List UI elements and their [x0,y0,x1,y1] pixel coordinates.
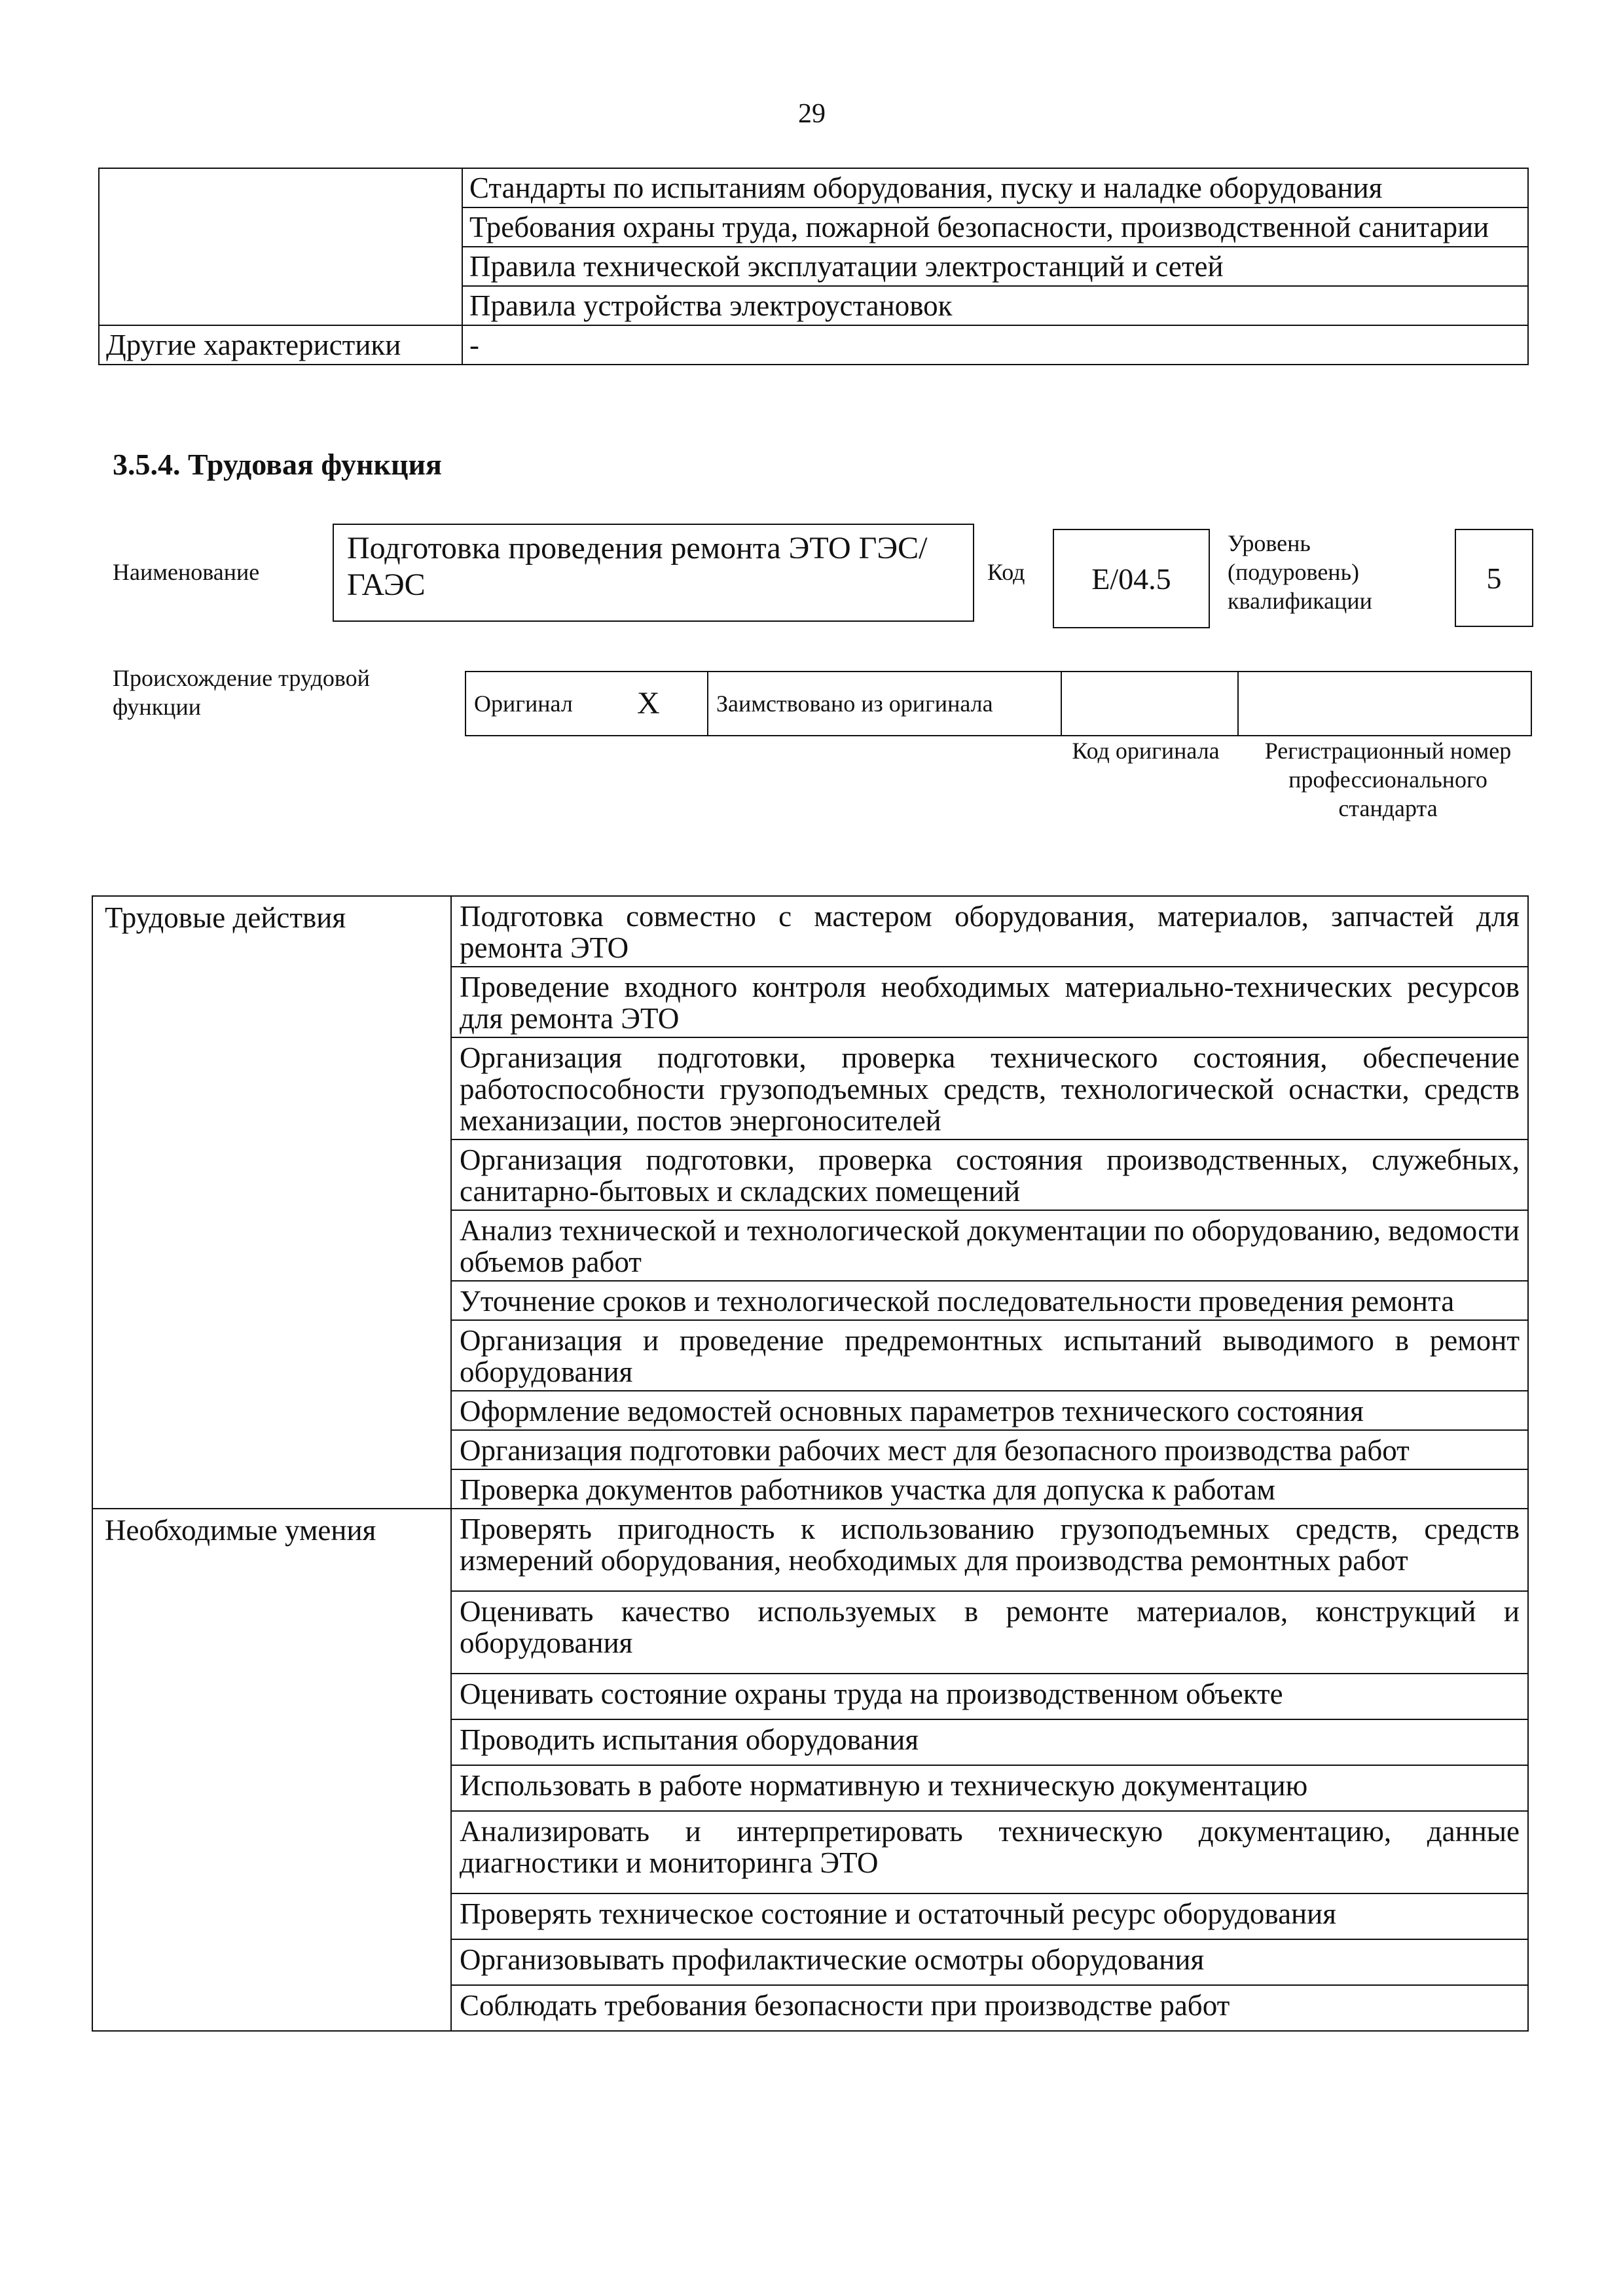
registration-number-caption: Регистрационный номер профессионального стандарта [1264,738,1512,821]
skill-item: Проверять пригодность к использованию грузоподъемных средств, средств измерений оборудования, необходимых для производства ремонтных работ [451,1509,1528,1591]
qualification-level-value: 5 [1486,561,1502,595]
labor-action-item: Оформление ведомостей основных параметров технического состояния [451,1391,1528,1430]
labor-action-item: Анализ технической и технологической документации по оборудованию, ведомости объемов работ [451,1210,1528,1281]
table-row [465,672,1531,736]
requirement-cell: Правила технической эксплуатации электростанций и сетей [462,247,1528,286]
table-row [92,1509,1528,1591]
skill-item: Соблюдать требования безопасности при производстве работ [451,1985,1528,2031]
qualification-level-label: Уровень (подуровень) квалификации [1228,530,1372,614]
origin-borrowed-label: Заимствовано из оригинала [708,672,1061,736]
function-name-box: Подготовка проведения ремонта ЭТО ГЭС/ГАЭС [333,524,974,622]
required-skills-label: Необходимые умения [92,1509,451,2031]
original-code-caption: Код оригинала [1072,738,1220,764]
page-number: 29 [798,99,826,129]
function-code-box [1053,529,1210,628]
labor-action-item: Подготовка совместно с мастером оборудования, материалов, запчастей для ремонта ЭТО [451,896,1528,967]
requirement-cell: Стандарты по испытаниям оборудования, пуску и наладке оборудования [462,168,1528,207]
skill-item: Оценивать качество используемых в ремонте материалов, конструкций и оборудования [451,1591,1528,1674]
qualification-level-box [1455,529,1533,627]
requirement-cell: Правила устройства электроустановок [462,286,1528,325]
labor-action-item: Уточнение сроков и технологической последовательности проведения ремонта [451,1281,1528,1320]
requirements-table-continuation [98,168,1529,365]
table-row [99,168,1528,207]
skill-item: Оценивать состояние охраны труда на производственном объекте [451,1674,1528,1719]
table-row [99,325,1528,365]
labor-action-item: Организация подготовки, проверка технического состояния, обеспечение работоспособности грузоподъемных средств, технологической оснастки, средств механизации, постов энергоносителей [451,1037,1528,1139]
skill-item: Использовать в работе нормативную и техническую документацию [451,1765,1528,1811]
origin-code-cell [1061,672,1238,736]
other-characteristics-value: - [462,325,1528,365]
other-characteristics-label: Другие характеристики [99,325,462,365]
origin-original-label: Оригинал [465,672,629,736]
labor-actions-label: Трудовые действия [92,896,451,1509]
labor-actions-group [92,896,1528,1509]
required-skills-group [92,1509,1528,2031]
skill-item: Проводить испытания оборудования [451,1719,1528,1765]
skill-item: Анализировать и интерпретировать техническую документацию, данные диагностики и мониторинга ЭТО [451,1811,1528,1893]
labor-action-item: Проведение входного контроля необходимых материально-технических ресурсов для ремонта ЭТО [451,967,1528,1037]
origin-label: Происхождение трудовой функции [113,665,370,720]
skill-item: Проверять техническое состояние и остаточный ресурс оборудования [451,1893,1528,1939]
empty-category-cell [99,168,462,325]
labor-action-item: Организация подготовки рабочих мест для безопасного производства работ [451,1430,1528,1469]
function-code-value: E/04.5 [1091,562,1171,596]
origin-reg-number-cell [1238,672,1531,736]
labor-action-item: Организация и проведение предремонтных испытаний выводимого в ремонт оборудования [451,1320,1528,1391]
labor-action-item: Организация подготовки, проверка состояния производственных, служебных, санитарно-бытовых и складских помещений [451,1139,1528,1210]
labor-function-details-table [92,895,1529,2032]
requirement-cell: Требования охраны труда, пожарной безопасности, производственной санитарии [462,207,1528,247]
origin-original-mark: X [629,672,708,736]
code-label: Код [987,559,1025,585]
name-label: Наименование [113,559,260,585]
origin-table [465,671,1532,736]
labor-action-item: Проверка документов работников участка для допуска к работам [451,1469,1528,1509]
section-heading: 3.5.4. Трудовая функция [113,448,442,481]
table-row [92,896,1528,967]
skill-item: Организовывать профилактические осмотры оборудования [451,1939,1528,1985]
